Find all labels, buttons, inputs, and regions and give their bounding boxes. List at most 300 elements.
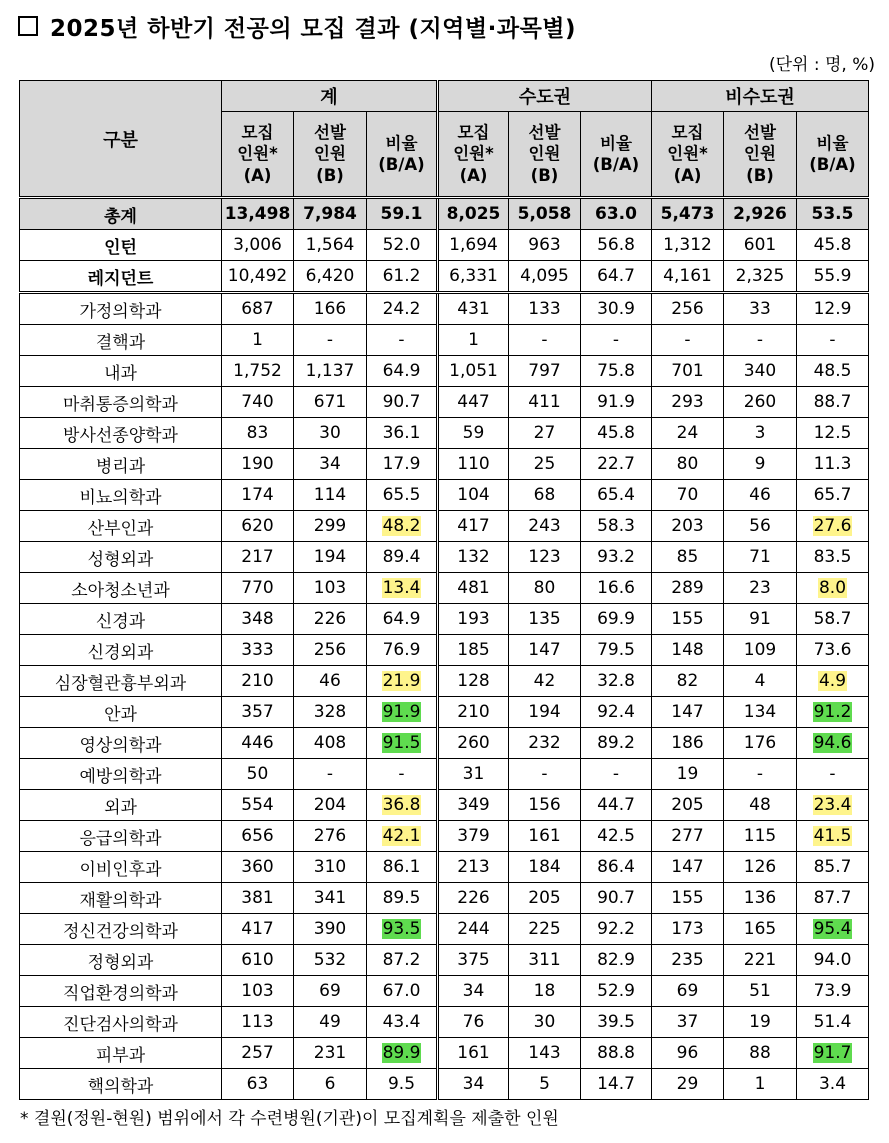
- row-category: 외과: [20, 790, 222, 821]
- cell-value: 65.5: [382, 485, 421, 505]
- cell-value: 166: [313, 299, 347, 319]
- table-cell: [294, 261, 367, 293]
- table-cell: [509, 728, 581, 759]
- header-line: 모집: [457, 122, 490, 142]
- cell-value: 110: [457, 454, 490, 474]
- table-cell: [367, 1038, 438, 1069]
- header-line: 선발: [744, 122, 776, 142]
- table-cell: [797, 1038, 869, 1069]
- cell-value: 133: [528, 299, 561, 319]
- table-cell: [222, 573, 294, 604]
- table-cell: [367, 852, 438, 883]
- table-cell: [367, 356, 438, 387]
- table-cell: [581, 759, 652, 790]
- table-cell: [438, 914, 509, 945]
- cell-value: 34: [462, 1074, 485, 1094]
- cell-value: 375: [457, 950, 490, 970]
- table-cell: [222, 261, 294, 293]
- table-cell: [581, 511, 652, 542]
- cell-value: 379: [457, 826, 490, 846]
- table-cell: [294, 914, 367, 945]
- header-line: 비율: [385, 133, 418, 153]
- table-cell: [724, 511, 797, 542]
- footnote: * 결원(정원-현원) 범위에서 각 수련병원(기관)이 모집계획을 제출한 인원: [20, 1109, 559, 1129]
- cell-value: 3.4: [818, 1074, 847, 1094]
- table-cell: [581, 198, 652, 230]
- cell-value: 103: [241, 981, 274, 1001]
- row-category: 정형외과: [20, 945, 222, 976]
- cell-value: 91.9: [597, 392, 635, 412]
- cell-value: 357: [241, 702, 274, 722]
- table-cell: [652, 198, 724, 230]
- table-cell: [509, 976, 581, 1007]
- table-row: [20, 261, 869, 293]
- table-cell: [438, 325, 509, 356]
- cell-value: 83: [246, 423, 269, 443]
- cell-value: 67.0: [382, 981, 421, 1001]
- table-cell: [509, 1007, 581, 1038]
- table-cell: [724, 666, 797, 697]
- table-cell: [438, 728, 509, 759]
- table-cell: [581, 387, 652, 418]
- table-cell: [367, 198, 438, 230]
- table-cell: [222, 1038, 294, 1069]
- table-cell: [797, 542, 869, 573]
- table-cell: [367, 542, 438, 573]
- cell-value: 3: [754, 423, 766, 443]
- table-cell: [294, 387, 367, 418]
- table-cell: [581, 883, 652, 914]
- row-category: 비뇨의학과: [20, 480, 222, 511]
- table-cell: [222, 418, 294, 449]
- table-cell: [367, 635, 438, 666]
- header-line: 모집: [241, 122, 274, 142]
- table-cell: [797, 573, 869, 604]
- cell-value: 656: [241, 826, 274, 846]
- cell-value: 1: [468, 330, 479, 350]
- table-cell: [724, 697, 797, 728]
- header-line: (A): [243, 165, 272, 185]
- cell-value: 143: [528, 1043, 561, 1063]
- cell-value: 161: [528, 826, 561, 846]
- table-cell: [367, 821, 438, 852]
- table-cell: [652, 976, 724, 1007]
- cell-value: 43.4: [382, 1012, 421, 1032]
- cell-value: 17.9: [382, 454, 421, 474]
- cell-value: 69: [319, 981, 341, 1001]
- cell-value: 51: [749, 981, 771, 1001]
- row-category: 재활의학과: [20, 883, 222, 914]
- cell-value: 341: [313, 888, 347, 908]
- table-cell: [724, 1069, 797, 1100]
- table-cell: [222, 325, 294, 356]
- cell-value: 1,694: [449, 235, 498, 255]
- cell-value: 42.1: [382, 826, 421, 846]
- cell-value: 30.9: [597, 299, 635, 319]
- cell-value: 69.9: [597, 609, 635, 629]
- table-cell: [367, 293, 438, 325]
- row-category: 내과: [20, 356, 222, 387]
- table-cell: [581, 852, 652, 883]
- table-cell: [724, 604, 797, 635]
- cell-value: 185: [457, 640, 490, 660]
- header-line: 선발: [314, 122, 346, 142]
- table-cell: [509, 1069, 581, 1100]
- cell-value: 64.9: [382, 609, 421, 629]
- table-cell: [797, 604, 869, 635]
- cell-value: 92.4: [597, 702, 635, 722]
- header-ratio-total: [367, 112, 438, 198]
- table-cell: [367, 976, 438, 1007]
- cell-value: 88.8: [597, 1043, 635, 1063]
- table-cell: [222, 852, 294, 883]
- cell-value: 156: [528, 795, 561, 815]
- row-category: 방사선종양학과: [20, 418, 222, 449]
- table-cell: [222, 356, 294, 387]
- cell-value: 27.6: [813, 516, 852, 536]
- table-cell: [294, 790, 367, 821]
- table-cell: [294, 511, 367, 542]
- cell-value: 36.8: [382, 795, 421, 815]
- table-cell: [509, 542, 581, 573]
- cell-value: 165: [743, 919, 777, 939]
- cell-value: 70: [676, 485, 699, 505]
- table-row: [20, 293, 869, 325]
- cell-value: 5,058: [517, 204, 572, 224]
- header-group-noncapital: 비수도권: [652, 81, 869, 112]
- header-line: 인원*: [667, 144, 708, 164]
- cell-value: 89.4: [382, 547, 421, 567]
- cell-value: 113: [241, 1012, 274, 1032]
- cell-value: 65.7: [813, 485, 852, 505]
- table-cell: [509, 666, 581, 697]
- cell-value: 8,025: [446, 204, 501, 224]
- cell-value: 3,006: [233, 235, 282, 255]
- row-category: 병리과: [20, 449, 222, 480]
- table-cell: [294, 697, 367, 728]
- cell-value: 25: [533, 454, 556, 474]
- header-selected-capital: [509, 112, 581, 198]
- cell-value: 92.2: [597, 919, 635, 939]
- cell-value: 390: [313, 919, 347, 939]
- table-cell: [367, 418, 438, 449]
- table-cell: [509, 573, 581, 604]
- table-cell: [797, 914, 869, 945]
- table-cell: [438, 261, 509, 293]
- header-line: 비율: [600, 133, 632, 153]
- header-line: 인원: [314, 144, 346, 164]
- table-cell: [509, 387, 581, 418]
- cell-value: 12.5: [813, 423, 852, 443]
- table-cell: [724, 728, 797, 759]
- cell-value: 58.3: [597, 516, 635, 536]
- cell-value: 45.8: [813, 235, 852, 255]
- cell-value: 1: [252, 330, 263, 350]
- table-cell: [581, 1038, 652, 1069]
- header-ratio-noncapital: [797, 112, 869, 198]
- table-row: [20, 573, 869, 604]
- cell-value: 85.7: [813, 857, 852, 877]
- cell-value: 56: [749, 516, 771, 536]
- row-category: 총계: [20, 198, 222, 230]
- page-title: [18, 8, 576, 44]
- cell-value: 447: [457, 392, 490, 412]
- table-row: [20, 635, 869, 666]
- cell-value: 446: [241, 733, 274, 753]
- table-row: [20, 883, 869, 914]
- table-cell: [652, 852, 724, 883]
- cell-value: 14.7: [597, 1074, 635, 1094]
- cell-value: 87.2: [382, 950, 421, 970]
- table-row: [20, 852, 869, 883]
- header-line: (B): [746, 165, 774, 185]
- cell-value: 61.2: [382, 266, 421, 286]
- cell-value: 554: [241, 795, 274, 815]
- table-cell: [222, 293, 294, 325]
- unit-label: (단위 : 명, %): [768, 55, 875, 75]
- table-cell: [367, 697, 438, 728]
- row-category: 응급의학과: [20, 821, 222, 852]
- table-cell: [797, 635, 869, 666]
- cell-value: 114: [313, 485, 347, 505]
- cell-value: 83.5: [813, 547, 852, 567]
- header-line: 선발: [528, 122, 561, 142]
- cell-value: 13,498: [224, 204, 291, 224]
- cell-value: 21.9: [382, 671, 421, 691]
- table-cell: [724, 945, 797, 976]
- table-cell: [438, 449, 509, 480]
- table-cell: [724, 356, 797, 387]
- table-cell: [438, 230, 509, 261]
- table-cell: [294, 356, 367, 387]
- cell-value: 740: [241, 392, 274, 412]
- cell-value: 1,051: [449, 361, 498, 381]
- table-cell: [294, 635, 367, 666]
- cell-value: 9.5: [387, 1074, 416, 1094]
- table-cell: [509, 198, 581, 230]
- table-cell: [509, 325, 581, 356]
- header-line: (A): [459, 165, 488, 185]
- table-cell: [367, 1069, 438, 1100]
- cell-value: 42: [533, 671, 556, 691]
- table-cell: [797, 261, 869, 293]
- table-cell: [222, 604, 294, 635]
- table-cell: [438, 852, 509, 883]
- table-cell: [652, 666, 724, 697]
- cell-value: 85: [676, 547, 699, 567]
- cell-value: 123: [528, 547, 561, 567]
- table-row: [20, 387, 869, 418]
- row-category: 진단검사의학과: [20, 1007, 222, 1038]
- table-cell: [797, 1069, 869, 1100]
- cell-value: 276: [313, 826, 347, 846]
- row-category: 심장혈관흉부외과: [20, 666, 222, 697]
- table-cell: [724, 573, 797, 604]
- table-cell: [797, 418, 869, 449]
- table-row: [20, 325, 869, 356]
- table-cell: [652, 1069, 724, 1100]
- cell-value: -: [756, 764, 764, 784]
- table-cell: [652, 542, 724, 573]
- table-cell: [581, 356, 652, 387]
- cell-value: -: [612, 330, 620, 350]
- table-cell: [652, 261, 724, 293]
- cell-value: 126: [743, 857, 777, 877]
- cell-value: 289: [671, 578, 704, 598]
- cell-value: 90.7: [382, 392, 421, 412]
- cell-value: 1,137: [305, 361, 355, 381]
- table-row: [20, 230, 869, 261]
- cell-value: -: [326, 764, 334, 784]
- cell-value: 64.9: [382, 361, 421, 381]
- table-cell: [438, 356, 509, 387]
- header-line: (B/A): [378, 155, 425, 174]
- table-cell: [581, 635, 652, 666]
- cell-value: 32.8: [597, 671, 635, 691]
- table-cell: [724, 635, 797, 666]
- table-cell: [581, 418, 652, 449]
- table-cell: [797, 759, 869, 790]
- table-cell: [797, 697, 869, 728]
- table-cell: [652, 449, 724, 480]
- recruitment-table: [19, 80, 869, 1100]
- cell-value: 687: [241, 299, 274, 319]
- cell-value: 257: [241, 1043, 274, 1063]
- table-cell: [724, 914, 797, 945]
- table-cell: [294, 821, 367, 852]
- table-cell: [724, 1007, 797, 1038]
- table-cell: [652, 759, 724, 790]
- cell-value: 88.7: [813, 392, 852, 412]
- table-cell: [724, 883, 797, 914]
- table-cell: [652, 945, 724, 976]
- table-cell: [509, 852, 581, 883]
- row-category: 피부과: [20, 1038, 222, 1069]
- cell-value: 601: [743, 235, 777, 255]
- cell-value: -: [829, 330, 836, 350]
- cell-value: 277: [671, 826, 704, 846]
- cell-value: 36.1: [382, 423, 421, 443]
- row-category: 신경외과: [20, 635, 222, 666]
- table-cell: [581, 230, 652, 261]
- table-cell: [367, 666, 438, 697]
- cell-value: -: [326, 330, 334, 350]
- cell-value: 226: [457, 888, 490, 908]
- table-cell: [222, 976, 294, 1007]
- cell-value: 235: [671, 950, 704, 970]
- table-cell: [581, 542, 652, 573]
- cell-value: 1,752: [233, 361, 282, 381]
- table-row: [20, 449, 869, 480]
- table-cell: [294, 666, 367, 697]
- row-category: 인턴: [20, 230, 222, 261]
- table-cell: [367, 480, 438, 511]
- table-cell: [294, 230, 367, 261]
- cell-value: 96: [676, 1043, 699, 1063]
- table-cell: [724, 325, 797, 356]
- table-cell: [367, 790, 438, 821]
- table-cell: [294, 759, 367, 790]
- table-cell: [367, 511, 438, 542]
- table-cell: [294, 883, 367, 914]
- table-cell: [724, 449, 797, 480]
- cell-value: 231: [313, 1043, 347, 1063]
- table-cell: [724, 759, 797, 790]
- cell-value: 23.4: [813, 795, 852, 815]
- cell-value: 80: [676, 454, 699, 474]
- cell-value: 115: [743, 826, 777, 846]
- cell-value: 225: [528, 919, 561, 939]
- table-cell: [652, 635, 724, 666]
- row-category: 직업환경의학과: [20, 976, 222, 1007]
- cell-value: 360: [241, 857, 274, 877]
- header-selected-total: [294, 112, 367, 198]
- table-cell: [509, 883, 581, 914]
- table-row: [20, 976, 869, 1007]
- table-cell: [652, 480, 724, 511]
- table-cell: [797, 945, 869, 976]
- cell-value: 610: [241, 950, 274, 970]
- table-cell: [581, 573, 652, 604]
- table-cell: [509, 480, 581, 511]
- table-cell: [797, 230, 869, 261]
- cell-value: 51.4: [813, 1012, 852, 1032]
- cell-value: 194: [313, 547, 347, 567]
- table-cell: [581, 666, 652, 697]
- table-cell: [724, 230, 797, 261]
- cell-value: 6: [324, 1074, 336, 1094]
- cell-value: 56.8: [597, 235, 635, 255]
- cell-value: 204: [313, 795, 347, 815]
- cell-value: 91: [749, 609, 771, 629]
- table-cell: [294, 604, 367, 635]
- table-cell: [509, 604, 581, 635]
- table-cell: [438, 697, 509, 728]
- cell-value: 293: [671, 392, 704, 412]
- cell-value: -: [756, 330, 764, 350]
- table-cell: [581, 604, 652, 635]
- row-category: 레지던트: [20, 261, 222, 293]
- cell-value: 5,473: [660, 204, 715, 224]
- table-cell: [222, 635, 294, 666]
- cell-value: 340: [743, 361, 777, 381]
- header-recruit-noncapital: [652, 112, 724, 198]
- table-cell: [509, 293, 581, 325]
- cell-value: 93.5: [382, 919, 421, 939]
- table-cell: [438, 1069, 509, 1100]
- table-cell: [438, 976, 509, 1007]
- cell-value: 39.5: [597, 1012, 635, 1032]
- table-row: [20, 945, 869, 976]
- table-cell: [581, 480, 652, 511]
- cell-value: 431: [457, 299, 490, 319]
- cell-value: 87.7: [813, 888, 852, 908]
- table-cell: [222, 821, 294, 852]
- cell-value: 217: [241, 547, 274, 567]
- table-cell: [222, 230, 294, 261]
- cell-value: 147: [528, 640, 561, 660]
- table-cell: [438, 790, 509, 821]
- cell-value: 328: [313, 702, 347, 722]
- header-group-total: 계: [222, 81, 438, 112]
- cell-value: 55.9: [813, 266, 852, 286]
- table-cell: [509, 821, 581, 852]
- table-cell: [797, 666, 869, 697]
- table-cell: [652, 293, 724, 325]
- table-cell: [294, 325, 367, 356]
- cell-value: 417: [241, 919, 274, 939]
- table-cell: [724, 976, 797, 1007]
